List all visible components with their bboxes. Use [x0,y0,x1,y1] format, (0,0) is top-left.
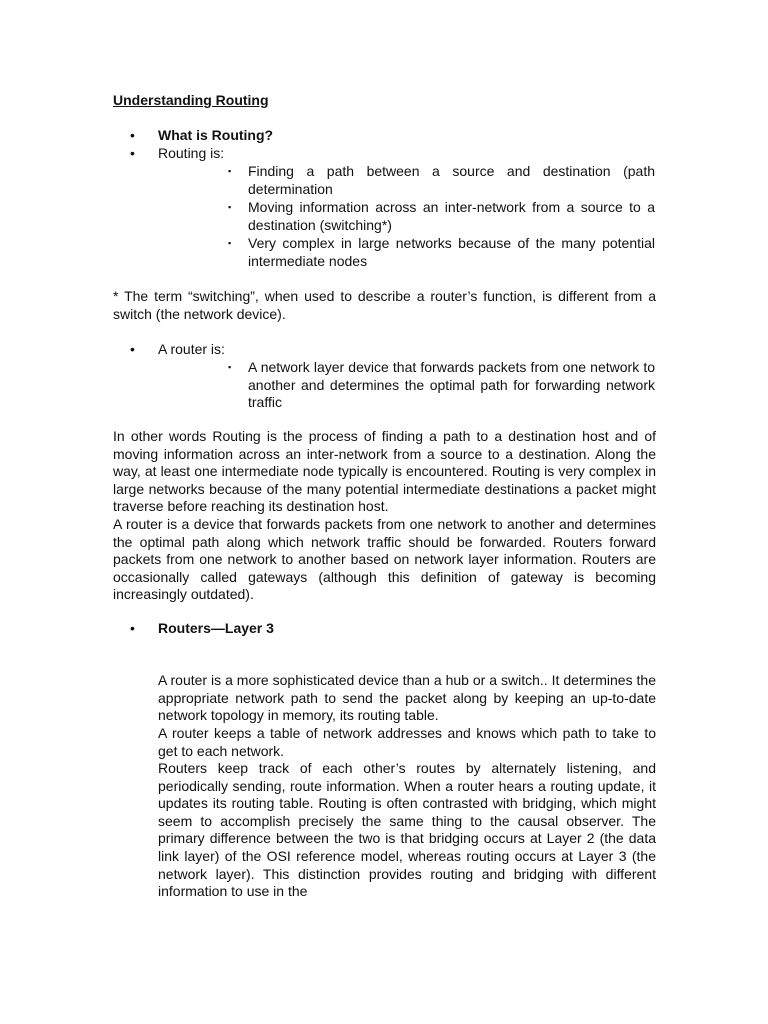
square-bullet-icon: ▪ [228,362,232,372]
square-bullet-icon: ▪ [228,202,232,212]
section-paragraph: A router keeps a table of network addresses and knows which path to take to get to each network. [158,725,656,759]
bullet-icon: • [130,145,135,161]
bullet-icon: • [130,127,135,143]
section-paragraph: Routers keep track of each other’s routes by alternately listening, and periodically sending, route information. When a router hears a routing update, it updates its routing table. Routing is often contrasted with bridging, which might seem to accomplish precisely the same thing to the causal observer. The primary difference between the two is that bridging occurs at Layer 2 (the data link layer) of the OSI reference model, whereas routing occurs at Layer 3 (the network layer). This distinction provides routing and bridging with different information to use in the [158,760,656,900]
section-paragraph: A router is a more sophisticated device than a hub or a switch.. It determines the appropriate network path to send the packet along by keeping an up-to-date network topology in memory, its routing table. [158,672,656,724]
subbullet-text: Very complex in large networks because of the many potential intermediate nodes [248,235,655,269]
subbullet-text: A network layer device that forwards packets from one network to another and determines the optimal path for forwarding network traffic [248,359,655,411]
section-heading-what-is-routing: What is Routing? [158,127,274,143]
router-is-label: A router is: [158,341,225,357]
routing-is-label: Routing is: [158,145,225,161]
square-bullet-icon: ▪ [228,166,232,176]
footnote: * The term “switching”, when used to describe a router’s function, is different from a switch (the network device). [113,288,656,322]
bullet-icon: • [130,341,135,357]
body-paragraph: A router is a device that forwards packets from one network to another and determines the optimal path along which network traffic should be forwarded. Routers forward packets from one network to another based on network layer information. Routers are occasionally called gateways (although this definition of gateway is becoming increasingly outdated). [113,516,656,603]
subbullet-text: Finding a path between a source and destination (path determination [248,163,655,197]
document-title: Understanding Routing [113,92,269,108]
square-bullet-icon: ▪ [228,238,232,248]
body-paragraph: In other words Routing is the process of finding a path to a destination host and of moving information across an inter-network from a source to a destination. Along the way, at least one intermediate node typically is encountered. Routing is very complex in large networks because of the many potential intermediate destinations a packet might traverse before reaching its destination host. [113,428,656,515]
bullet-icon: • [130,620,135,636]
section-heading-routers-layer3: Routers—Layer 3 [158,620,274,636]
subbullet-text: Moving information across an inter-network from a source to a destination (switching*) [248,199,655,233]
